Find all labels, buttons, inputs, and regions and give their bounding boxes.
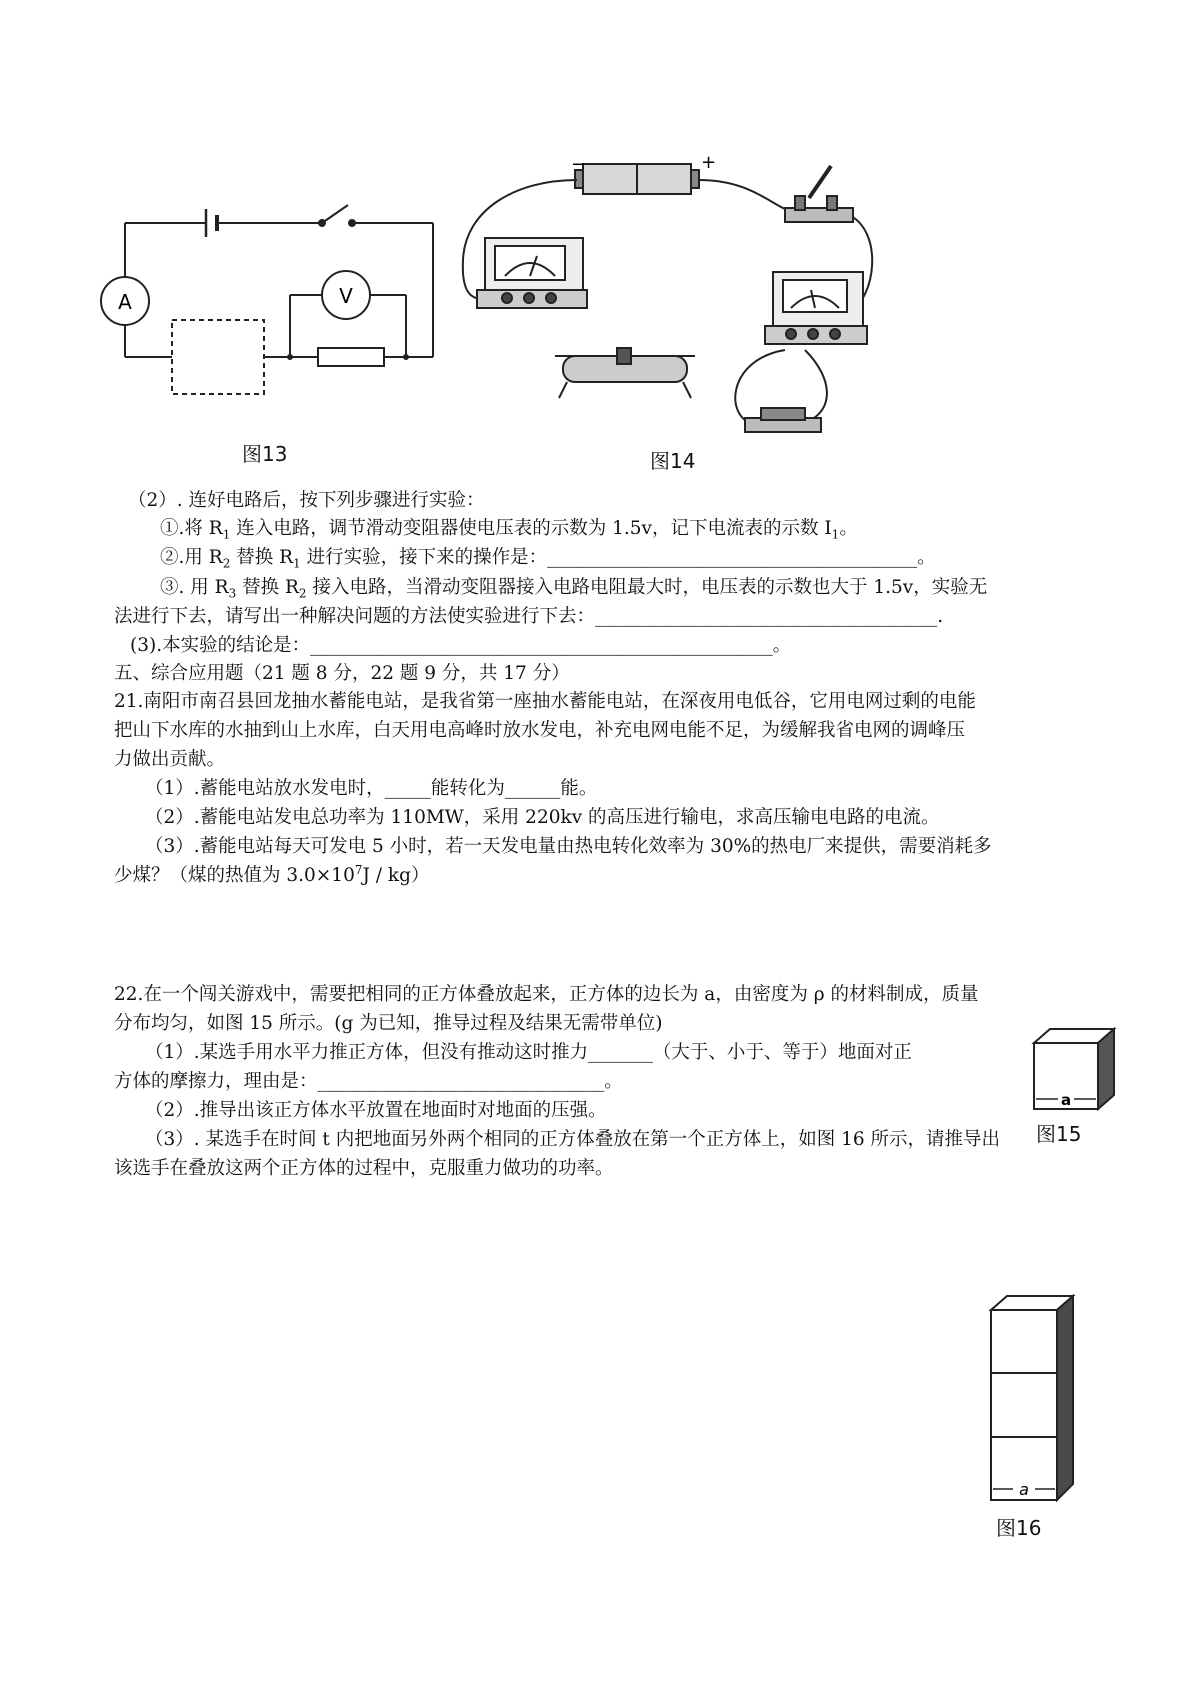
q20-conclusion-blank[interactable]: __________________________________________________ — [310, 635, 773, 656]
figure-15-caption: 图15 — [1036, 1122, 1082, 1146]
q22-blank-2[interactable]: _______________________________ — [317, 1071, 605, 1092]
q20-step1: ①.将 $R_1$ 连入电路，调节滑动变阻器使电压表的示数为 1.5v，记下电流表的示数 $I_1$。 — [160, 518, 858, 542]
figure-16-caption: 图16 — [996, 1516, 1042, 1540]
q21-text-line3: 力做出贡献。 — [114, 749, 226, 770]
q20-step2-answer-blank[interactable]: ________________________________________ — [547, 547, 918, 568]
figure-14-caption: 图14 — [650, 449, 696, 473]
voltmeter-label: V — [339, 284, 353, 308]
section-5-heading: 五、综合应用题（21 题 8 分，22 题 9 分，共 17 分） — [114, 663, 570, 684]
q21-text-line1: 21.南阳市南召县回龙抽水蓄能电站，是我省第一座抽水蓄能电站，在深夜用电低谷，它用电网过剩的电能 — [114, 691, 976, 712]
q20-step2: ②.用 $R_2$ 替换 $R_1$ 进行实验，接下来的操作是：________________________________________。 — [160, 547, 936, 571]
q21-part1: （1）.蓄能电站放水发电时，_____能转化为______能。 — [145, 778, 598, 799]
q21-text-line2: 把山下水库的水抽到山上水库，白天用电高峰时放水发电，补充电网电能不足，为缓解我省电网的调峰压 — [114, 720, 966, 741]
q22-part1-line1: （1）.某选手用水平力推正方体，但没有推动这时推力_______（大于、小于、等于）地面对正 — [145, 1042, 912, 1063]
q20-step3: ③. 用 $R_3$ 替换 $R_2$ 接入电路，当滑动变阻器接入电路电阻最大时，电压表的示数也大于 1.5v，实验无 — [160, 577, 988, 601]
q21-blank-2[interactable]: ______ — [504, 778, 561, 799]
figure-15-cube — [1030, 1025, 1125, 1125]
figure-16-edge-label: a — [1019, 1480, 1029, 1499]
q20-step3-cont: 法进行下去，请写出一种解决问题的方法使实验进行下去：_____________________________________. — [114, 606, 944, 627]
q20-part3: (3).本实验的结论是：__________________________________________________。 — [130, 635, 792, 656]
figure-16-stacked-cubes — [985, 1290, 1085, 1515]
battery-plus-label: + — [701, 152, 717, 173]
q22-part3-line2: 该选手在叠放这两个正方体的过程中，克服重力做功的功率。 — [114, 1158, 614, 1179]
figure-13-caption: 图13 — [242, 442, 288, 466]
q21-part2: （2）.蓄能电站发电总功率为 110MW，采用 220kv 的高压进行输电，求高压输电电路的电流。 — [145, 807, 940, 828]
figure-15-edge-label: a — [1060, 1091, 1072, 1109]
q22-text-line1: 22.在一个闯关游戏中，需要把相同的正方体叠放起来，正方体的边长为 a，由密度为 ρ 的材料制成，质量 — [114, 984, 979, 1005]
q20-step3-answer-blank[interactable]: _____________________________________ — [595, 606, 938, 627]
q21-part3-line1: （3）.蓄能电站每天可发电 5 小时，若一天发电量由热电转化效率为 30%的热电厂来提供，需要消耗多 — [145, 836, 992, 857]
q22-text-line2: 分布均匀，如图 15 所示。(g 为已知，推导过程及结果无需带单位) — [114, 1013, 663, 1034]
q22-part3-line1: （3）. 某选手在时间 t 内把地面另外两个相同的正方体叠放在第一个正方体上，如图 16 所示，请推导出 — [145, 1129, 1001, 1150]
q22-part1-line2: 方体的摩擦力，理由是：_______________________________。 — [114, 1071, 623, 1092]
q21-part3-line2: 少煤？（煤的热值为 $3.0\times 10^7J / kg$） — [114, 862, 430, 886]
q22-blank-1[interactable]: _______ — [588, 1042, 653, 1063]
ammeter-label: A — [118, 290, 132, 314]
battery-minus-label: − — [571, 154, 587, 175]
figure-14-apparatus — [455, 150, 890, 450]
q22-part2: （2）.推导出该正方体水平放置在地面时对地面的压强。 — [145, 1100, 607, 1121]
q21-blank-1[interactable]: _____ — [384, 778, 431, 799]
q20-part2-heading: （2）. 连好电路后，按下列步骤进行实验： — [128, 490, 485, 511]
